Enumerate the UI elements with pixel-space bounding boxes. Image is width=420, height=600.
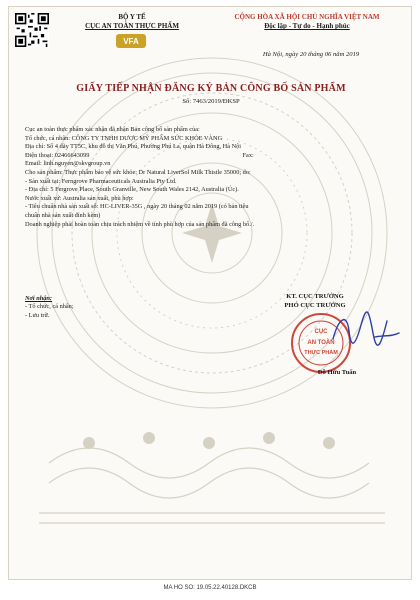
stamp-text: CỤC bbox=[314, 329, 328, 335]
body-line: - Sản xuất tại: Ferngrove Pharmaceuticals Australia Pty Ltd. bbox=[25, 177, 177, 185]
signer-role: KT. CỤC TRƯỞNG bbox=[286, 293, 344, 300]
stamp-text: THỰC PHẨM bbox=[304, 350, 338, 356]
body-line: chuẩn nhà sản xuất đính kèm) bbox=[25, 211, 101, 219]
body-line: Doanh nghiệp phải hoàn toàn chịu trách nhiệm về tính phù hợp của sản phẩm đã công bố./. bbox=[25, 220, 255, 228]
qr-code-icon bbox=[15, 13, 49, 47]
contact-line bbox=[25, 152, 405, 161]
recipient-item: - Tổ chức, cá nhân; bbox=[25, 303, 74, 311]
document-title: GIẤY TIẾP NHẬN ĐĂNG KÝ BẢN CÔNG BỐ SẢN PHẨM bbox=[76, 83, 346, 94]
recipients-block bbox=[25, 295, 165, 320]
stamp-text: AN TOÀN bbox=[307, 340, 335, 346]
state-header bbox=[205, 13, 409, 31]
phone-number: Điện thoại: 02466643099 bbox=[25, 151, 90, 159]
vfa-logo bbox=[116, 34, 146, 48]
body-line: - Tiêu chuẩn nhà sản xuất số: HC-LIVER-35G , ngày 20 tháng 02 năm 2019 (có bản tiêu bbox=[25, 203, 249, 211]
country-name: CỘNG HÒA XÃ HỘI CHỦ NGHĨA VIỆT NAM bbox=[234, 13, 380, 21]
ministry-name: BỘ Y TẾ bbox=[118, 13, 146, 21]
body-line: Cục an toàn thực phẩm xác nhận đã nhận Bản công bố sản phẩm của: bbox=[25, 126, 200, 133]
body-line: Địa chỉ: Số 4 dãy TT5C, khu đô thị Văn Phú, Phường Phú La, quận Hà Đông, Hà Nội bbox=[25, 143, 242, 151]
body-line: Nước xuất xứ: Australia sản xuất, phù hợp: bbox=[25, 194, 134, 202]
document-sheet bbox=[8, 6, 412, 580]
issue-date: Hà Nội, ngày 20 tháng 06 năm 2019 bbox=[262, 51, 360, 58]
fax-label: Fax: bbox=[242, 151, 254, 159]
issuer-header bbox=[57, 13, 207, 31]
document-number: Số: 7463/2019/ĐKSP bbox=[182, 98, 240, 105]
body-line: Tổ chức, cá nhân: CÔNG TY TNHH DƯỢC MỸ PHẨM SỨC KHỎE VÀNG bbox=[25, 134, 223, 142]
recipient-item: - Lưu trữ. bbox=[25, 311, 50, 319]
logo-text: VFA bbox=[123, 37, 139, 46]
department-name: CỤC AN TOÀN THỰC PHẨM bbox=[85, 22, 179, 30]
email-line: Email: linh.nguyen@skvgroup.vn bbox=[25, 160, 111, 168]
body-line: Cho sản phẩm: Thực phẩm bảo vệ sức khỏe: Dr Natural LiverSol Milk Thistle 35000; do: bbox=[25, 168, 251, 176]
national-motto: Độc lập - Tự do - Hạnh phúc bbox=[264, 22, 350, 30]
handwritten-signature-icon bbox=[325, 307, 405, 351]
signer-name: Đỗ Hữu Tuấn bbox=[317, 369, 357, 376]
signer-title: PHÓ CỤC TRƯỞNG bbox=[284, 301, 346, 309]
body-line: - Địa chỉ: 5 Fergrove Place, South Granville, New South Wales 2142, Australia (Úc). bbox=[25, 186, 239, 194]
document-body bbox=[25, 126, 405, 229]
dossier-code: MA HO SO: 19.05.22.40128.DKCB bbox=[163, 585, 257, 591]
recipients-heading: Nơi nhận: bbox=[25, 295, 53, 302]
